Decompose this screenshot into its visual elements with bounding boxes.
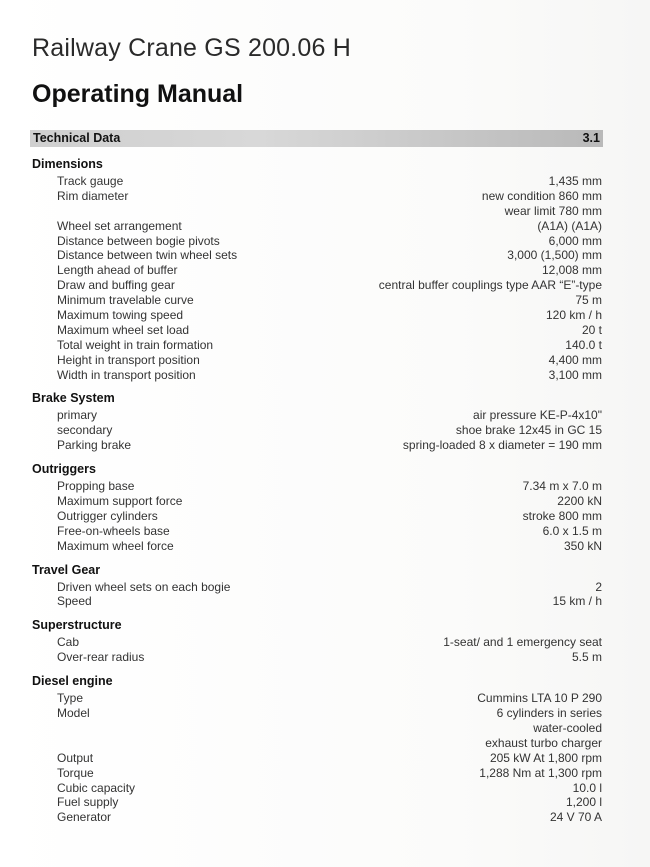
spec-row [32,810,602,825]
spec-row [32,781,602,796]
section-heading: Dimensions [32,157,103,171]
spec-value: 120 km / h [545,308,602,323]
spec-label: Maximum wheel force [57,538,174,553]
spec-row [32,721,602,736]
spec-row [32,338,602,353]
spec-row [32,219,602,234]
spec-row [32,174,602,189]
spec-value: 6,000 mm [548,233,602,248]
spec-value: 1,200 l [565,795,602,810]
spec-label: Generator [57,810,112,825]
spec-label: Total weight in train formation [57,337,214,352]
spec-label: Maximum towing speed [57,308,184,323]
spec-row [32,408,602,423]
section-header-number: 3.1 [582,131,600,145]
spec-row [32,736,602,751]
spec-value: 2 [595,579,602,594]
spec-row [32,539,602,554]
spec-section [32,156,602,382]
spec-row [32,691,602,706]
spec-label: Over-rear radius [57,650,145,665]
spec-row [32,438,602,453]
spec-label: Output [57,750,94,765]
spec-value: stroke 800 mm [522,508,602,523]
spec-value: 205 kW At 1,800 rpm [489,750,602,765]
spec-value: (A1A) (A1A) [537,218,602,233]
spec-row [32,293,602,308]
spec-row [32,204,602,219]
spec-label: Wheel set arrangement [57,218,182,233]
spec-value: 1,288 Nm at 1,300 rpm [479,765,602,780]
spec-value: spring-loaded 8 x diameter = 190 mm [402,438,602,453]
spec-value: 5.5 m [571,650,602,665]
spec-value: 3,000 (1,500) mm [507,248,602,263]
spec-row [32,751,602,766]
spec-label: Parking brake [57,438,132,453]
spec-section [32,390,602,453]
spec-row [32,278,602,293]
spec-value: wear limit 780 mm [504,203,602,218]
spec-value: 12,008 mm [541,263,602,278]
spec-label: Rim diameter [57,188,129,203]
spec-value: central buffer couplings type AAR “E”-type [378,278,602,293]
document-title: Railway Crane GS 200.06 H [32,34,352,62]
spec-value: new condition 860 mm [481,188,602,203]
spec-label: Track gauge [57,174,124,188]
spec-row [32,766,602,781]
spec-value: 1,435 mm [548,174,602,188]
spec-row [32,308,602,323]
spec-label: Fuel supply [57,795,119,810]
spec-row [32,795,602,810]
spec-value: 2200 kN [557,494,602,509]
spec-value: 7.34 m x 7.0 m [522,479,602,494]
spec-label: Model [57,706,90,721]
spec-label: Outrigger cylinders [57,508,158,523]
spec-section [32,562,602,610]
section-heading: Diesel engine [32,674,113,689]
spec-row [32,234,602,249]
spec-value: 75 m [575,293,602,308]
spec-label: Width in transport position [57,367,196,382]
spec-row [32,580,602,595]
spec-label: Driven wheel sets on each bogie [57,579,231,594]
spec-label: Maximum support force [57,494,183,509]
spec-label: Draw and buffing gear [57,278,175,293]
spec-label: Type [57,691,84,706]
spec-row [32,323,602,338]
spec-value: air pressure KE-P-4x10" [473,408,602,423]
spec-label: Maximum wheel set load [57,322,190,337]
spec-value: exhaust turbo charger [485,735,602,750]
spec-row [32,494,602,509]
spec-value: 4,400 mm [548,352,602,367]
spec-value: 20 t [581,322,602,337]
spec-row [32,353,602,368]
section-header-bar [30,130,603,147]
spec-label: Cubic capacity [57,780,136,795]
section-heading: Superstructure [32,618,122,633]
spec-label: secondary [57,423,113,438]
spec-row [32,248,602,263]
section-header-label: Technical Data [33,131,121,145]
spec-label: Propping base [57,479,135,494]
spec-row [32,189,602,204]
spec-value: 24 V 70 A [549,810,602,825]
spec-row [32,594,602,609]
spec-label: primary [57,408,98,423]
spec-section [32,461,602,553]
spec-row [32,263,602,278]
spec-row [32,524,602,539]
spec-label: Torque [57,765,94,780]
spec-label: Distance between bogie pivots [57,233,220,248]
spec-value: 3,100 mm [548,367,602,382]
spec-row [32,368,602,383]
spec-value: 15 km / h [552,594,602,609]
spec-value: 10.0 l [572,780,602,795]
spec-value: shoe brake 12x45 in GC 15 [455,423,602,438]
section-heading: Outriggers [32,462,96,477]
spec-section [32,617,602,665]
section-heading: Brake System [32,391,115,406]
spec-label: Length ahead of buffer [57,263,178,278]
spec-label: Cab [57,635,80,650]
section-heading: Travel Gear [32,562,101,577]
spec-label: Speed [57,594,92,609]
spec-row [32,509,602,524]
spec-value: water-cooled [533,720,602,735]
spec-row [32,423,602,438]
spec-label: Height in transport position [57,352,200,367]
technical-data-content [32,156,602,833]
spec-section [32,673,602,825]
spec-value: 1-seat/ and 1 emergency seat [443,635,602,650]
spec-row [32,650,602,665]
document-subtitle: Operating Manual [32,80,244,108]
spec-row [32,479,602,494]
spec-label: Distance between twin wheel sets [57,248,238,263]
spec-value: 350 kN [563,538,602,553]
spec-value: 6.0 x 1.5 m [542,523,602,538]
spec-row [32,635,602,650]
spec-label: Free-on-wheels base [57,523,170,538]
spec-value: 6 cylinders in series [496,706,602,721]
spec-row [32,706,602,721]
spec-value: 140.0 t [565,337,602,352]
spec-value: Cummins LTA 10 P 290 [477,691,602,706]
spec-label: Minimum travelable curve [57,293,194,308]
